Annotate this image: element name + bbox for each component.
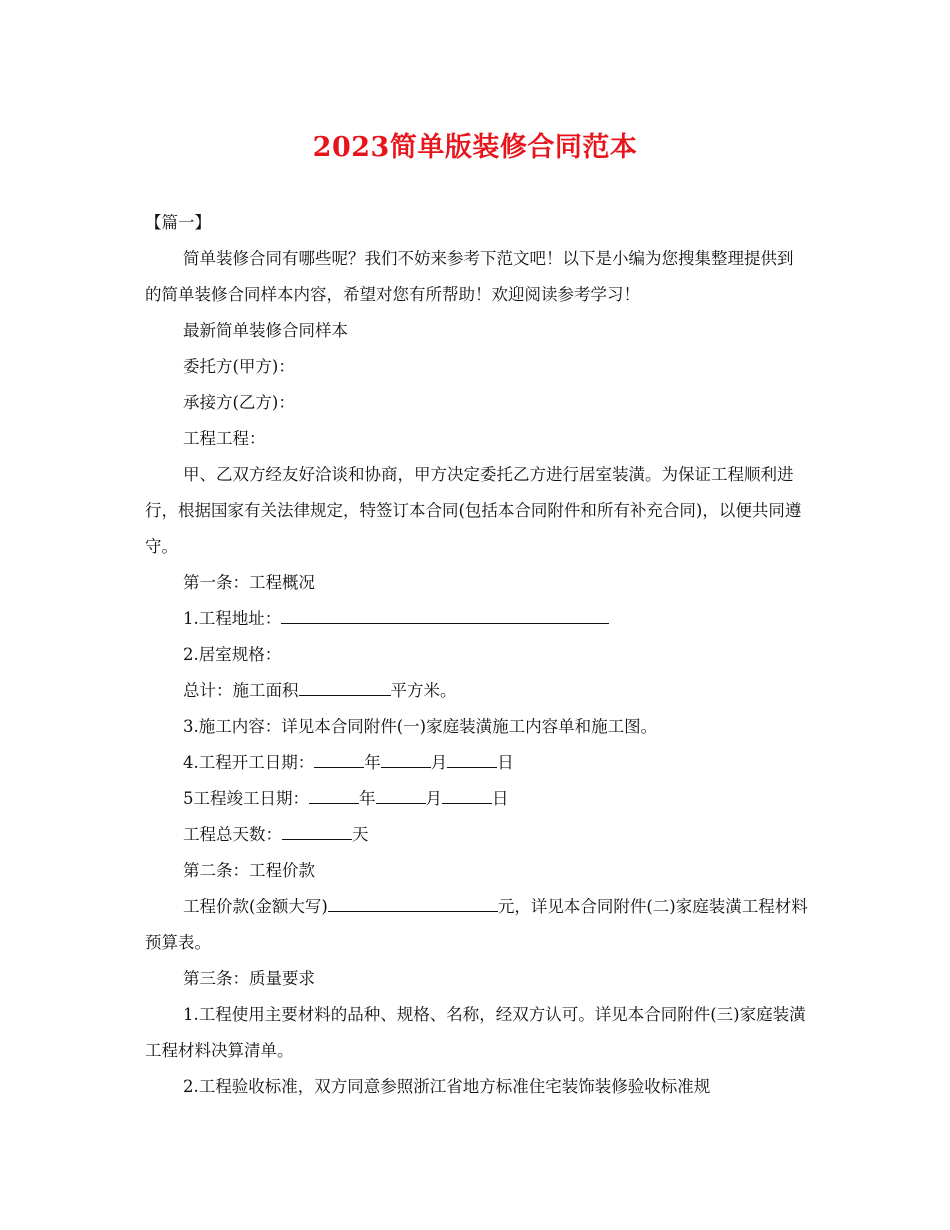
year-label: 年 [364,753,381,772]
month-label: 月 [430,753,448,772]
document-title: 2023简单版装修合同范本 [312,132,638,163]
contract-subtitle: 最新简单装修合同样本 [183,321,348,340]
end-date-line [145,781,809,817]
quality-item-1: 1.工程使用主要材料的品种、规格、名称，经双方认可。详见本合同附件(三)家庭装潢工程材料决算清单。 [145,1005,806,1060]
document-body [145,205,809,1105]
total-days-blank[interactable] [282,824,352,840]
section-tag: 【篇一】 [145,213,211,232]
end-month-blank[interactable] [376,788,426,804]
start-day-blank[interactable] [447,752,497,768]
party-b-line: 承接方(乙方)： [183,393,295,412]
address-label: 1.工程地址： [183,609,282,628]
article-1-heading: 第一条：工程概况 [183,573,315,592]
end-year-blank[interactable] [309,788,359,804]
price-label: 工程价款(金额大写) [183,897,328,916]
day-label: 日 [492,789,509,808]
quality-item-2: 2.工程验收标准，双方同意参照浙江省地方标准住宅装饰装修验收标准规 [183,1077,711,1096]
year-label: 年 [359,789,376,808]
total-days-line [145,817,809,853]
start-date-label: 4.工程开工日期： [183,753,315,772]
address-line [145,601,809,637]
total-days-label: 工程总天数： [183,825,282,844]
month-label: 月 [425,789,442,808]
price-paragraph [145,889,809,961]
room-spec-line: 2.居室规格： [183,645,282,664]
start-date-line [145,745,809,781]
work-content-line: 3.施工内容：详见本合同附件(一)家庭装潢施工内容单和施工图。 [183,717,658,736]
area-unit: 平方米。 [390,681,457,700]
area-blank[interactable] [299,680,391,696]
article-2-heading: 第二条：工程价款 [183,861,315,880]
area-line [145,673,809,709]
area-label: 总计：施工面积 [183,681,299,700]
start-month-blank[interactable] [381,752,431,768]
intro-paragraph: 简单装修合同有哪些呢？我们不妨来参考下范文吧！以下是小编为您搜集整理提供到的简单装修合同样本内容，希望对您有所帮助！欢迎阅读参考学习！ [145,249,794,304]
article-3-heading: 第三条：质量要求 [183,969,315,988]
price-blank[interactable] [328,896,498,912]
project-line: 工程工程： [183,429,266,448]
end-day-blank[interactable] [442,788,492,804]
price-suffix: 元，详见本合同附件(二)家庭装潢工程材料预算表。 [145,897,808,952]
day-label: 日 [497,753,514,772]
end-date-label: 5工程竣工日期： [183,789,309,808]
address-blank[interactable] [281,608,609,624]
agreement-paragraph: 甲、乙双方经友好洽谈和协商，甲方决定委托乙方进行居室装潢。为保证工程顺利进行，根据国家有关法律规定，特签订本合同(包括本合同附件和所有补充合同)，以便共同遵守。 [145,465,802,556]
total-days-unit: 天 [352,825,369,844]
party-a-line: 委托方(甲方)： [183,357,295,376]
start-year-blank[interactable] [314,752,364,768]
